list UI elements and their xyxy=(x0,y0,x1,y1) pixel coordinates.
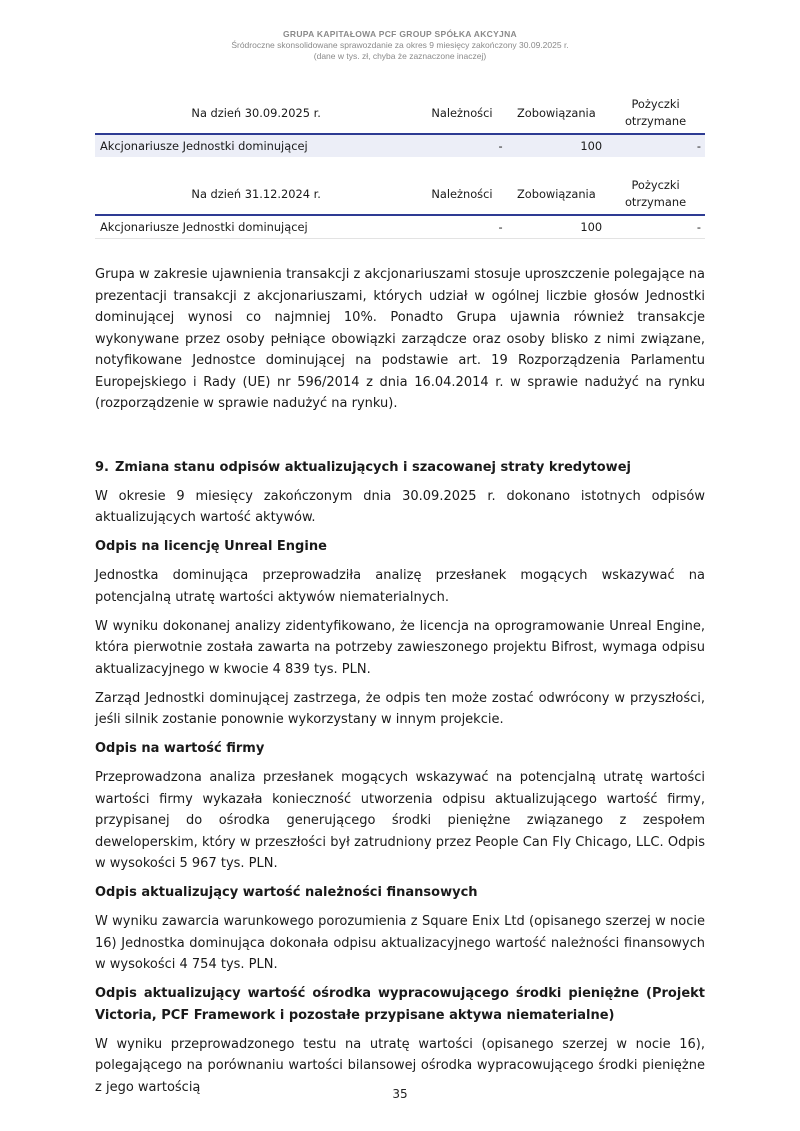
value-receivables: - xyxy=(417,215,506,239)
section-title xyxy=(95,457,705,479)
paragraph: W wyniku dokonanej analizy zidentyfikowano, że licencja na oprogramowanie Unreal Engine, która pierwotnie została zawarta na potrzeby zawieszonego projektu Bifrost, wymaga odpisu aktualizacyjnego w kwocie 4 839 tys. PLN. xyxy=(95,618,705,677)
col-receivables: Należności xyxy=(417,174,506,215)
paragraph: W wyniku zawarcia warunkowego porozumienia z Square Enix Ltd (opisanego szerzej w nocie 16) Jednostka dominująca dokonała odpisu aktualizacyjnego wartość należności finansowych w wysokości 4 754 tys. PLN. xyxy=(95,914,705,972)
value-liabilities: 100 xyxy=(507,215,607,239)
table-header-row xyxy=(95,93,705,134)
section-9 xyxy=(95,457,705,1106)
col-loans: Pożyczki otrzymane xyxy=(606,93,705,134)
report-title: Śródroczne skonsolidowane sprawozdanie za okres 9 miesięcy zakończony 30.09.2025 r. xyxy=(231,40,569,50)
row-label: Akcjonariusze Jednostki dominującej xyxy=(95,215,417,239)
col-loans: Pożyczki otrzymane xyxy=(606,174,705,215)
page-number: 35 xyxy=(392,1087,408,1101)
section-title-text: Zmiana stanu odpisów aktualizujących i szacowanej straty kredytowej xyxy=(115,460,631,475)
section-intro: W okresie 9 miesięcy zakończonym dnia 30.09.2025 r. dokonano istotnych odpisów aktualizujących wartość aktywów. xyxy=(95,488,705,525)
subheading-cgu-writedown: Odpis aktualizujący wartość ośrodka wypracowującego środki pieniężne (Projekt Victoria, PCF Framework i pozostałe przypisane aktywa niematerialne) xyxy=(95,986,705,1023)
table-row xyxy=(95,215,705,239)
disclosure-paragraph: Grupa w zakresie ujawnienia transakcji z akcjonariuszami stosuje uproszczenie polegające na prezentacji transakcji z akcjonariuszami, których udział w ogólnej liczbie głosów Jednostki dominującej wynosi co najmniej 10%. Ponadto Grupa ujawnia również transakcje wykonywane przez osoby pełniące obowiązki zarządcze oraz osoby blisko z nimi związane, notyfikowane Jednostce dominującej na podstawie art. 19 Rozporządzenia Parlamentu Europejskiego i Rady (UE) nr 596/2014 z dnia 16.04.2014 r. w sprawie nadużyć na rynku (rozporządzenie w sprawie nadużyć na rynku). xyxy=(95,267,705,411)
subheading-unreal-license: Odpis na licencję Unreal Engine xyxy=(95,539,327,554)
company-name: GRUPA KAPITAŁOWA PCF GROUP SPÓŁKA AKCYJNA xyxy=(283,29,517,39)
balances-table-2025 xyxy=(95,93,705,157)
value-loans: - xyxy=(606,215,705,239)
subheading-goodwill: Odpis na wartość firmy xyxy=(95,741,265,756)
value-liabilities: 100 xyxy=(507,134,607,157)
value-receivables: - xyxy=(417,134,506,157)
col-liabilities: Zobowiązania xyxy=(507,93,607,134)
paragraph: Przeprowadzona analiza przesłanek mogących wskazywać na potencjalną utratę wartości wartości firmy wykazała konieczność utworzenia odpisu aktualizującego wartość firmy, przypisanej do ośrodka generującego środki pieniężne związanego z zespołem deweloperskim, który w przeszłości był zatrudniony przez People Can Fly Chicago, LLC. Odpis w wysokości 5 967 tys. PLN. xyxy=(95,770,705,871)
units-note: (dane w tys. zł, chyba że zaznaczone inaczej) xyxy=(313,51,487,61)
row-label: Akcjonariusze Jednostki dominującej xyxy=(95,134,417,157)
disclosure-paragraph-block xyxy=(95,264,705,415)
subheading-financial-receivables: Odpis aktualizujący wartość należności finansowych xyxy=(95,885,478,900)
paragraph: Zarząd Jednostki dominującej zastrzega, że odpis ten może zostać odwrócony w przyszłości, jeśli silnik zostanie ponownie wykorzystany w innym projekcie. xyxy=(95,690,705,727)
paragraph: W wyniku przeprowadzonego testu na utratę wartości (opisanego szerzej w nocie 16), polegającego na porównaniu wartości bilansowej ośrodka wypracowującego środki pieniężne z jego wartością xyxy=(95,1036,705,1095)
page-header xyxy=(0,29,800,62)
paragraph: Jednostka dominująca przeprowadziła analizę przesłanek mogących wskazywać na potencjalną utratę wartości aktywów niematerialnych. xyxy=(95,568,705,605)
table-row xyxy=(95,134,705,157)
section-number: 9. xyxy=(95,460,109,475)
table-header-row xyxy=(95,174,705,215)
col-liabilities: Zobowiązania xyxy=(507,174,607,215)
col-receivables: Należności xyxy=(417,93,506,134)
table-date: Na dzień 31.12.2024 r. xyxy=(95,174,417,215)
value-loans: - xyxy=(606,134,705,157)
table-date: Na dzień 30.09.2025 r. xyxy=(95,93,417,134)
balances-table-2024 xyxy=(95,174,705,239)
